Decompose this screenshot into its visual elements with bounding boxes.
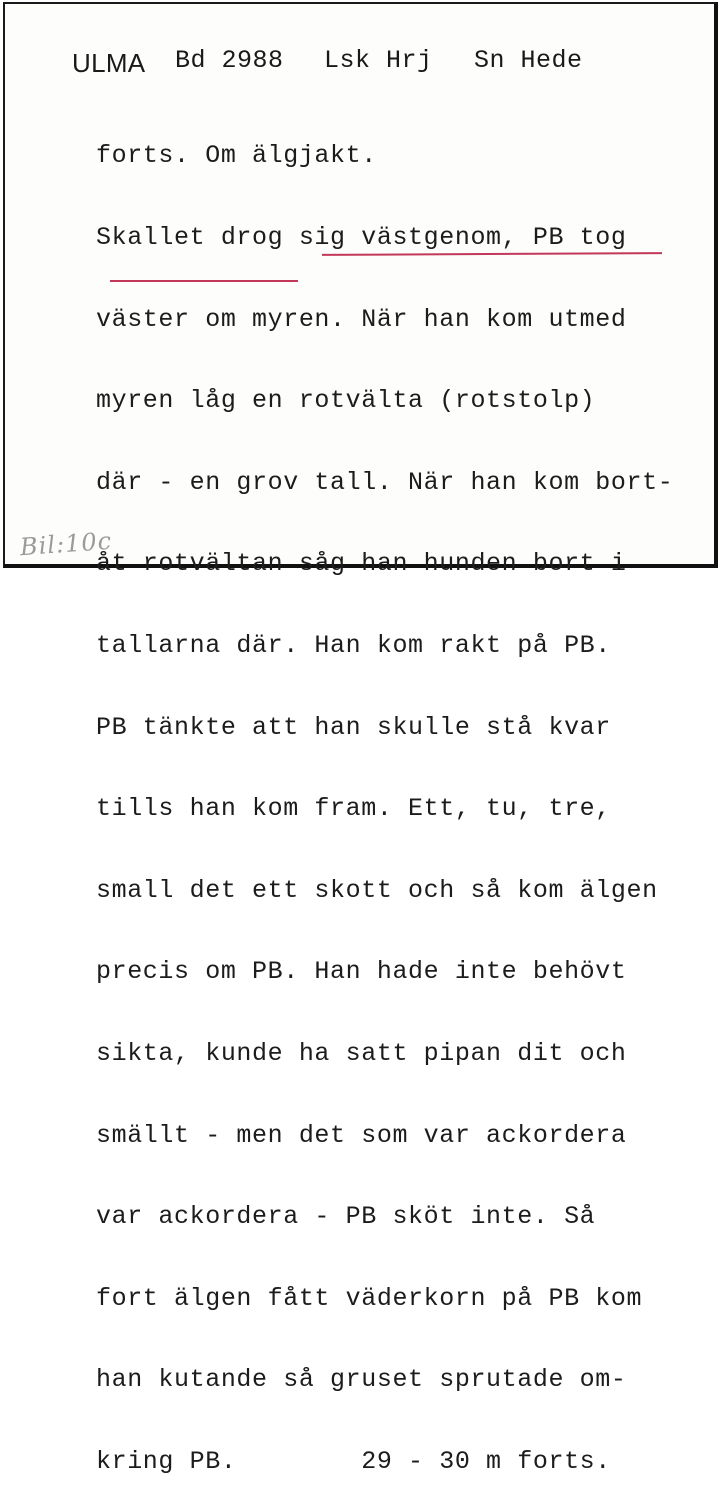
pencil-margin-note: Bil:10c <box>19 526 113 562</box>
text-line: där - en grov tall. När han kom bort- <box>96 467 674 497</box>
text-line: åt rotvältan såg han hunden bort i <box>96 549 627 579</box>
text-line: fort älgen fått väderkorn på PB kom <box>96 1283 643 1313</box>
text-line: PB tänkte att han skulle stå kvar <box>96 712 611 742</box>
text-line: väster om myren. När han kom utmed <box>96 304 627 334</box>
text-line: small det ett skott och så kom älgen <box>96 875 658 905</box>
text-line: tallarna där. Han kom rakt på PB. <box>96 630 611 660</box>
text-line: sikta, kunde ha satt pipan dit och <box>96 1038 627 1068</box>
red-underline <box>110 280 298 282</box>
text-line: precis om PB. Han hade inte behövt <box>96 957 627 987</box>
text-line: forts. Om älgjakt. <box>96 141 377 171</box>
parish-name: Sn Hede <box>474 46 583 75</box>
text-line: var ackordera - PB sköt inte. Så <box>96 1202 596 1232</box>
text-line: Skallet drog sig västgenom, PB tog <box>96 223 627 252</box>
text-line: han kutande så gruset sprutade om- <box>96 1365 627 1395</box>
card-text <box>96 88 673 1502</box>
volume-number: Bd 2988 <box>175 46 284 75</box>
text-line: kring PB. 29 - 30 m forts. <box>96 1446 611 1476</box>
text-line: tills han kom fram. Ett, tu, tre, <box>96 794 611 824</box>
text-line: myren låg en rotvälta (rotstolp) <box>96 386 596 416</box>
text-line: smällt - men det som var ackordera <box>96 1120 627 1150</box>
archive-code: ULMA <box>72 48 146 78</box>
region-code: Lsk Hrj <box>324 46 433 75</box>
